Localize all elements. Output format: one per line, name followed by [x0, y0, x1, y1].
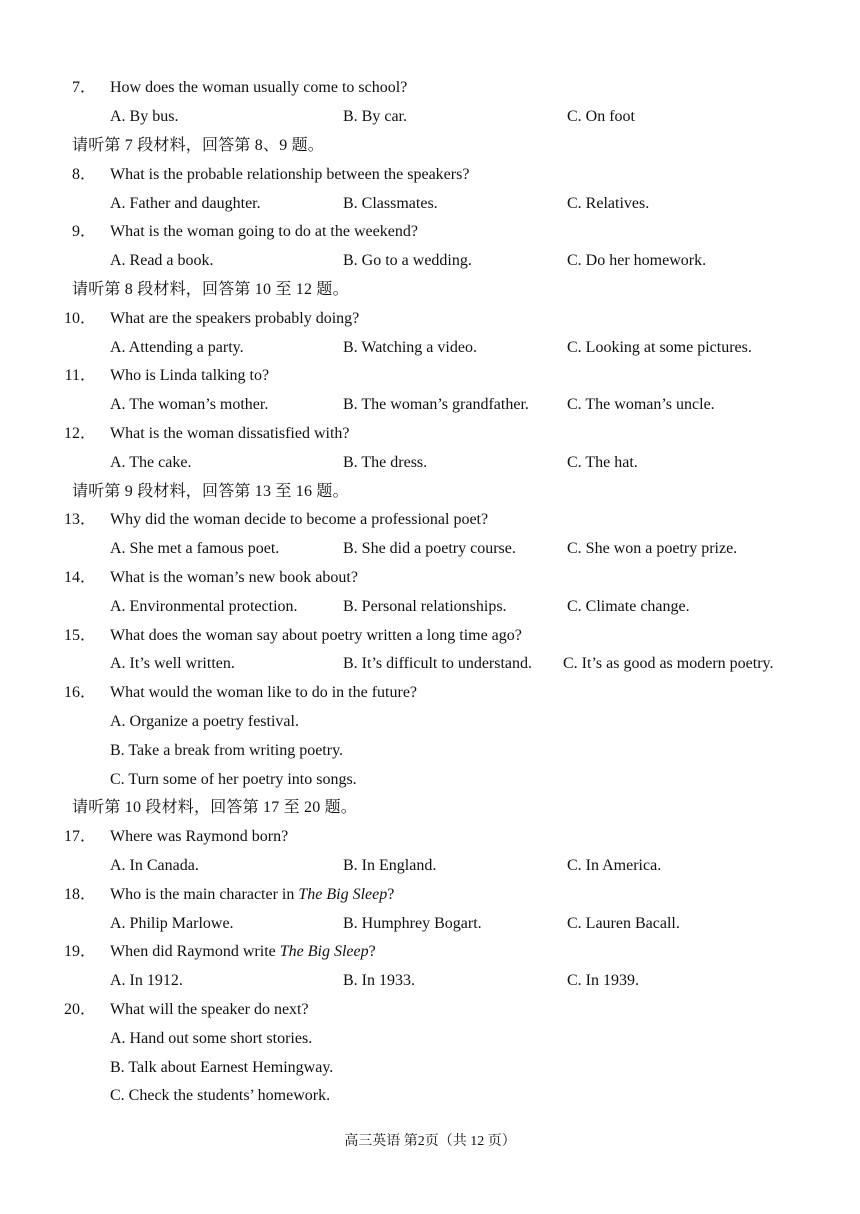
option-a: A. It’s well written.: [110, 655, 235, 672]
option-c: C. Lauren Bacall.: [567, 915, 680, 932]
question-text: [110, 940, 376, 964]
section-text: 请听第 8 段材料，回答第 10 至 12 题。: [72, 281, 349, 298]
book-title: The Big Sleep: [279, 943, 369, 960]
option-c: C. In 1939.: [567, 972, 639, 989]
option-c: C. The woman’s uncle.: [567, 396, 715, 413]
question-number: 12．: [63, 425, 96, 442]
question-text-post: ?: [368, 943, 376, 960]
question-number: 14．: [63, 569, 96, 586]
option-b: B. She did a poetry course.: [343, 540, 516, 557]
question-number: 19．: [63, 943, 96, 960]
option-b: B. In 1933.: [343, 972, 415, 989]
option-a: A. The woman’s mother.: [110, 396, 269, 413]
option-a: A. She met a famous poet.: [110, 540, 280, 557]
question-number: 7．: [71, 79, 96, 96]
option-b: B. Classmates.: [343, 195, 438, 212]
option-b: B. Talk about Earnest Hemingway.: [110, 1059, 334, 1076]
question-text: What is the woman dissatisfied with?: [110, 425, 350, 442]
option-a: A. Attending a party.: [110, 339, 244, 356]
question-text: Who is Linda talking to?: [110, 367, 270, 384]
option-a: A. Father and daughter.: [110, 195, 261, 212]
question-number: 10．: [63, 310, 96, 327]
option-b: B. Take a break from writing poetry.: [110, 742, 344, 759]
option-c: C. On foot: [567, 108, 635, 125]
option-a: A. In Canada.: [110, 857, 199, 874]
section-text: 请听第 7 段材料，回答第 8、9 题。: [72, 137, 325, 154]
option-a: A. Environmental protection.: [110, 598, 298, 615]
book-title: The Big Sleep: [298, 886, 388, 903]
option-c: C. Check the students’ homework.: [110, 1087, 331, 1104]
option-b: B. It’s difficult to understand.: [343, 655, 533, 672]
page-footer: 高三英语 第2页（共 12 页）: [344, 1134, 516, 1149]
section-text: 请听第 10 段材料，回答第 17 至 20 题。: [72, 799, 358, 816]
option-c: C. Climate change.: [567, 598, 690, 615]
option-a: A. Hand out some short stories.: [110, 1030, 313, 1047]
question-number: 15．: [63, 627, 96, 644]
option-c: C. Looking at some pictures.: [567, 339, 752, 356]
question-text: What is the probable relationship between the speakers?: [110, 166, 470, 183]
option-b: B. Watching a video.: [343, 339, 477, 356]
question-text-pre: Who is the main character in: [110, 886, 299, 903]
option-b: B. By car.: [343, 108, 407, 125]
question-text: What is the woman’s new book about?: [110, 569, 358, 586]
question-number: 9．: [71, 223, 96, 240]
question-text: [110, 883, 394, 907]
option-c: C. Turn some of her poetry into songs.: [110, 771, 357, 788]
question-number: 13．: [63, 511, 96, 528]
question-number: 18．: [63, 886, 96, 903]
question-text: Where was Raymond born?: [110, 828, 289, 845]
option-c: C. She won a poetry prize.: [567, 540, 738, 557]
option-c: C. The hat.: [567, 454, 638, 471]
option-c: C. Do her homework.: [567, 252, 707, 269]
option-b: B. Go to a wedding.: [343, 252, 472, 269]
option-a: A. In 1912.: [110, 972, 183, 989]
option-b: B. Humphrey Bogart.: [343, 915, 482, 932]
option-b: B. The dress.: [343, 454, 428, 471]
question-text: Why did the woman decide to become a professional poet?: [110, 511, 489, 528]
question-number: 8．: [71, 166, 96, 183]
question-text: How does the woman usually come to school?: [110, 79, 408, 96]
option-a: A. By bus.: [110, 108, 179, 125]
option-a: A. Read a book.: [110, 252, 214, 269]
question-number: 16．: [63, 684, 96, 701]
question-number: 11．: [64, 367, 96, 384]
question-text: What will the speaker do next?: [110, 1001, 309, 1018]
section-text: 请听第 9 段材料，回答第 13 至 16 题。: [72, 483, 349, 500]
option-b: B. Personal relationships.: [343, 598, 507, 615]
question-text-pre: When did Raymond write: [110, 943, 280, 960]
option-b: B. The woman’s grandfather.: [343, 396, 529, 413]
question-text: What does the woman say about poetry written a long time ago?: [110, 627, 522, 644]
option-a: A. Organize a poetry festival.: [110, 713, 299, 730]
question-number: 20．: [63, 1001, 96, 1018]
option-c: C. In America.: [567, 857, 662, 874]
option-c: C. It’s as good as modern poetry.: [563, 655, 774, 672]
question-text: What are the speakers probably doing?: [110, 310, 360, 327]
option-c: C. Relatives.: [567, 195, 650, 212]
question-text-post: ?: [387, 886, 395, 903]
option-a: A. Philip Marlowe.: [110, 915, 234, 932]
question-text: What is the woman going to do at the weekend?: [110, 223, 418, 240]
option-a: A. The cake.: [110, 454, 192, 471]
question-text: What would the woman like to do in the future?: [110, 684, 418, 701]
question-number: 17．: [63, 828, 96, 845]
option-b: B. In England.: [343, 857, 437, 874]
